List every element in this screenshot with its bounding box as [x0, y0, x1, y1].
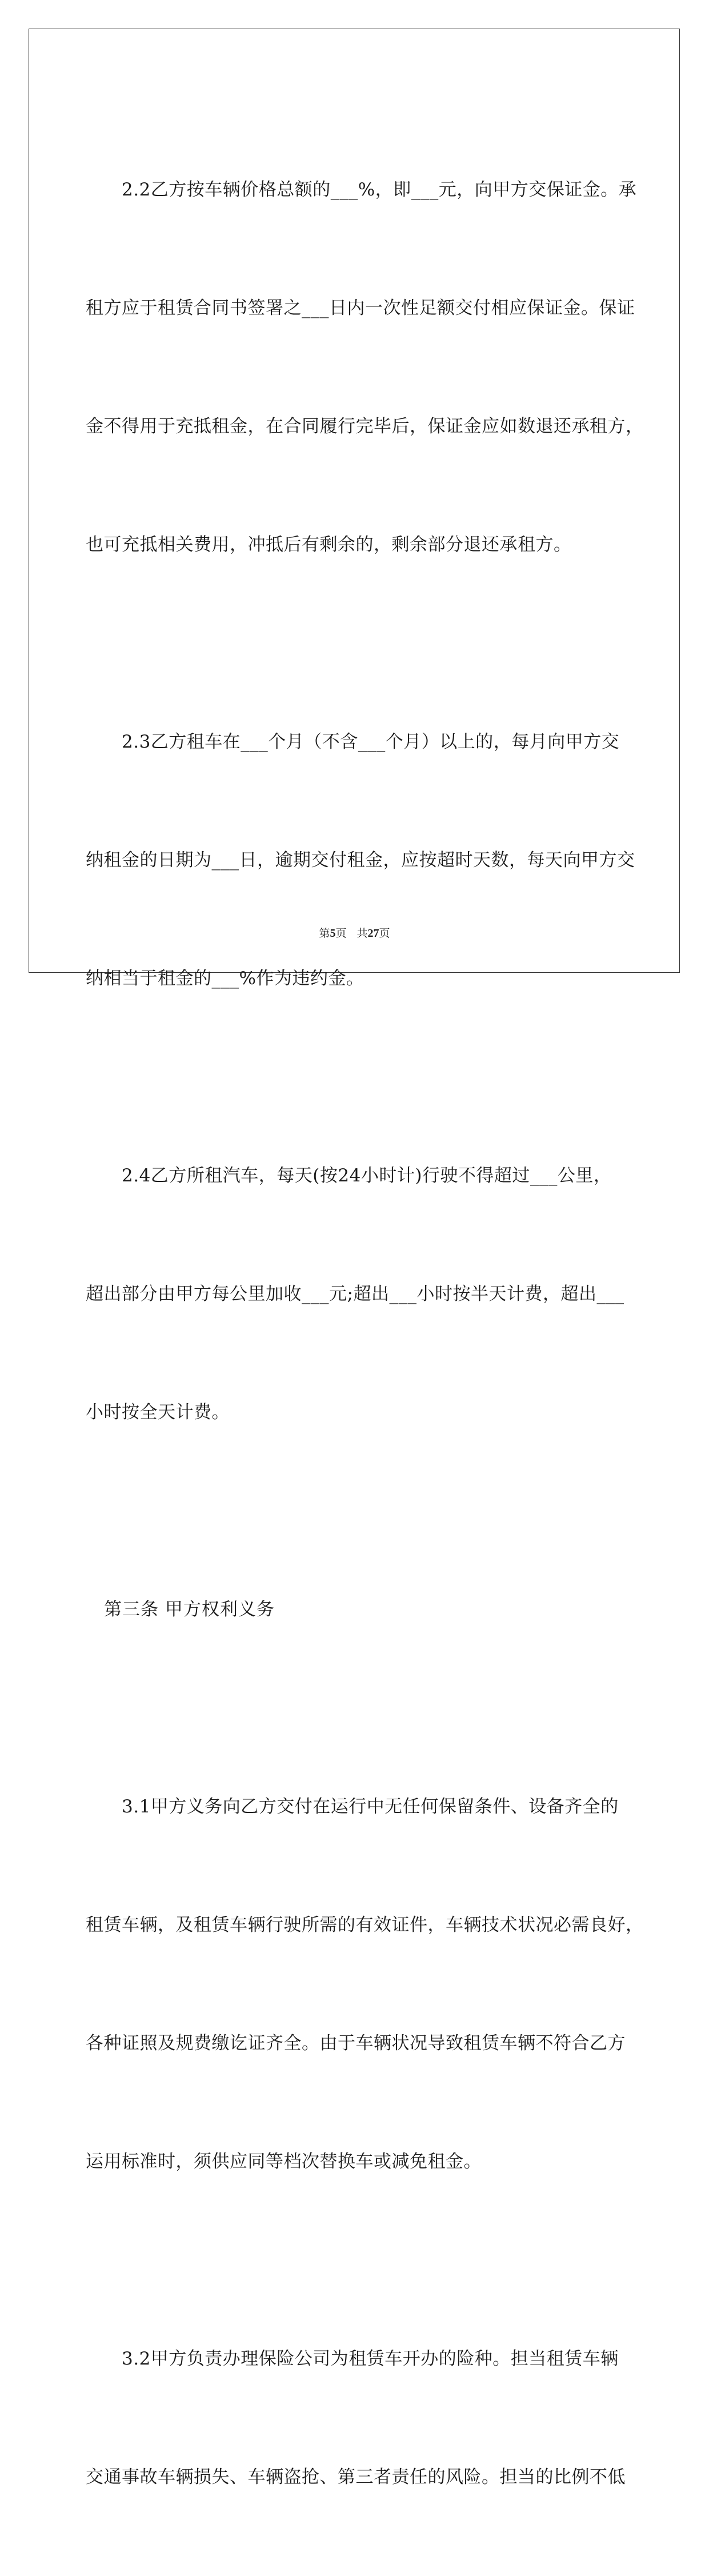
text-line: 3.2甲方负责办理保险公司为租赁车开办的险种。担当租赁车辆	[86, 2349, 619, 2369]
text-line: 租方应于租赁合同书签署之___日内一次性足额交付相应保证金。保证	[86, 298, 635, 318]
paragraph-2-3	[86, 644, 635, 1077]
paragraph-3-1	[86, 1708, 644, 2261]
paragraph-2-4	[86, 1077, 623, 1511]
page-prefix: 第	[319, 927, 330, 940]
document-body	[86, 91, 644, 2576]
page-footer	[0, 925, 709, 940]
total-prefix: 共	[356, 927, 368, 940]
text-line: 2.2乙方按车辆价格总额的___%，即___元，向甲方交保证金。承	[86, 179, 637, 200]
text-line: 各种证照及规费缴讫证齐全。由于车辆状况导致租赁车辆不符合乙方	[86, 2033, 626, 2054]
text-line: 2.3乙方租车在___个月（不含___个月）以上的，每月向甲方交	[86, 732, 620, 752]
paragraph-2-2	[86, 91, 644, 644]
total-pages: 27	[367, 927, 379, 940]
text-line: 超出部分由甲方每公里加收___元;超出___小时按半天计费，超出___	[86, 1284, 624, 1304]
page-number: 5	[330, 927, 336, 940]
text-line: 租赁车辆，及租赁车辆行驶所需的有效证件，车辆技术状况必需良好，	[86, 1915, 644, 1935]
text-line: 运用标准时，须供应同等档次替换车或减免租金。	[86, 2151, 482, 2172]
page-suffix: 页	[335, 927, 347, 940]
paragraph-3-2	[86, 2261, 626, 2576]
text-line: 交通事故车辆损失、车辆盗抢、第三者责任的风险。担当的比例不低	[86, 2467, 626, 2487]
text-line: 小时按全天计费。	[86, 1402, 230, 1423]
text-line: 金不得用于充抵租金，在合同履行完毕后，保证金应如数退还承租方，	[86, 416, 644, 437]
section-heading: 第三条 甲方权利义务	[86, 1599, 275, 1620]
total-suffix: 页	[379, 927, 390, 940]
text-line: 纳相当于租金的___%作为违约金。	[86, 968, 364, 989]
article-3-heading	[86, 1511, 623, 1708]
text-line: 也可充抵相关费用，冲抵后有剩余的，剩余部分退还承租方。	[86, 534, 572, 555]
text-line: 3.1甲方义务向乙方交付在运行中无任何保留条件、设备齐全的	[86, 1796, 619, 1817]
text-line: 纳租金的日期为___日，逾期交付租金，应按超时天数，每天向甲方交	[86, 850, 635, 870]
text-line: 2.4乙方所租汽车，每天(按24小时计)行驶不得超过___公里，	[86, 1165, 612, 1186]
